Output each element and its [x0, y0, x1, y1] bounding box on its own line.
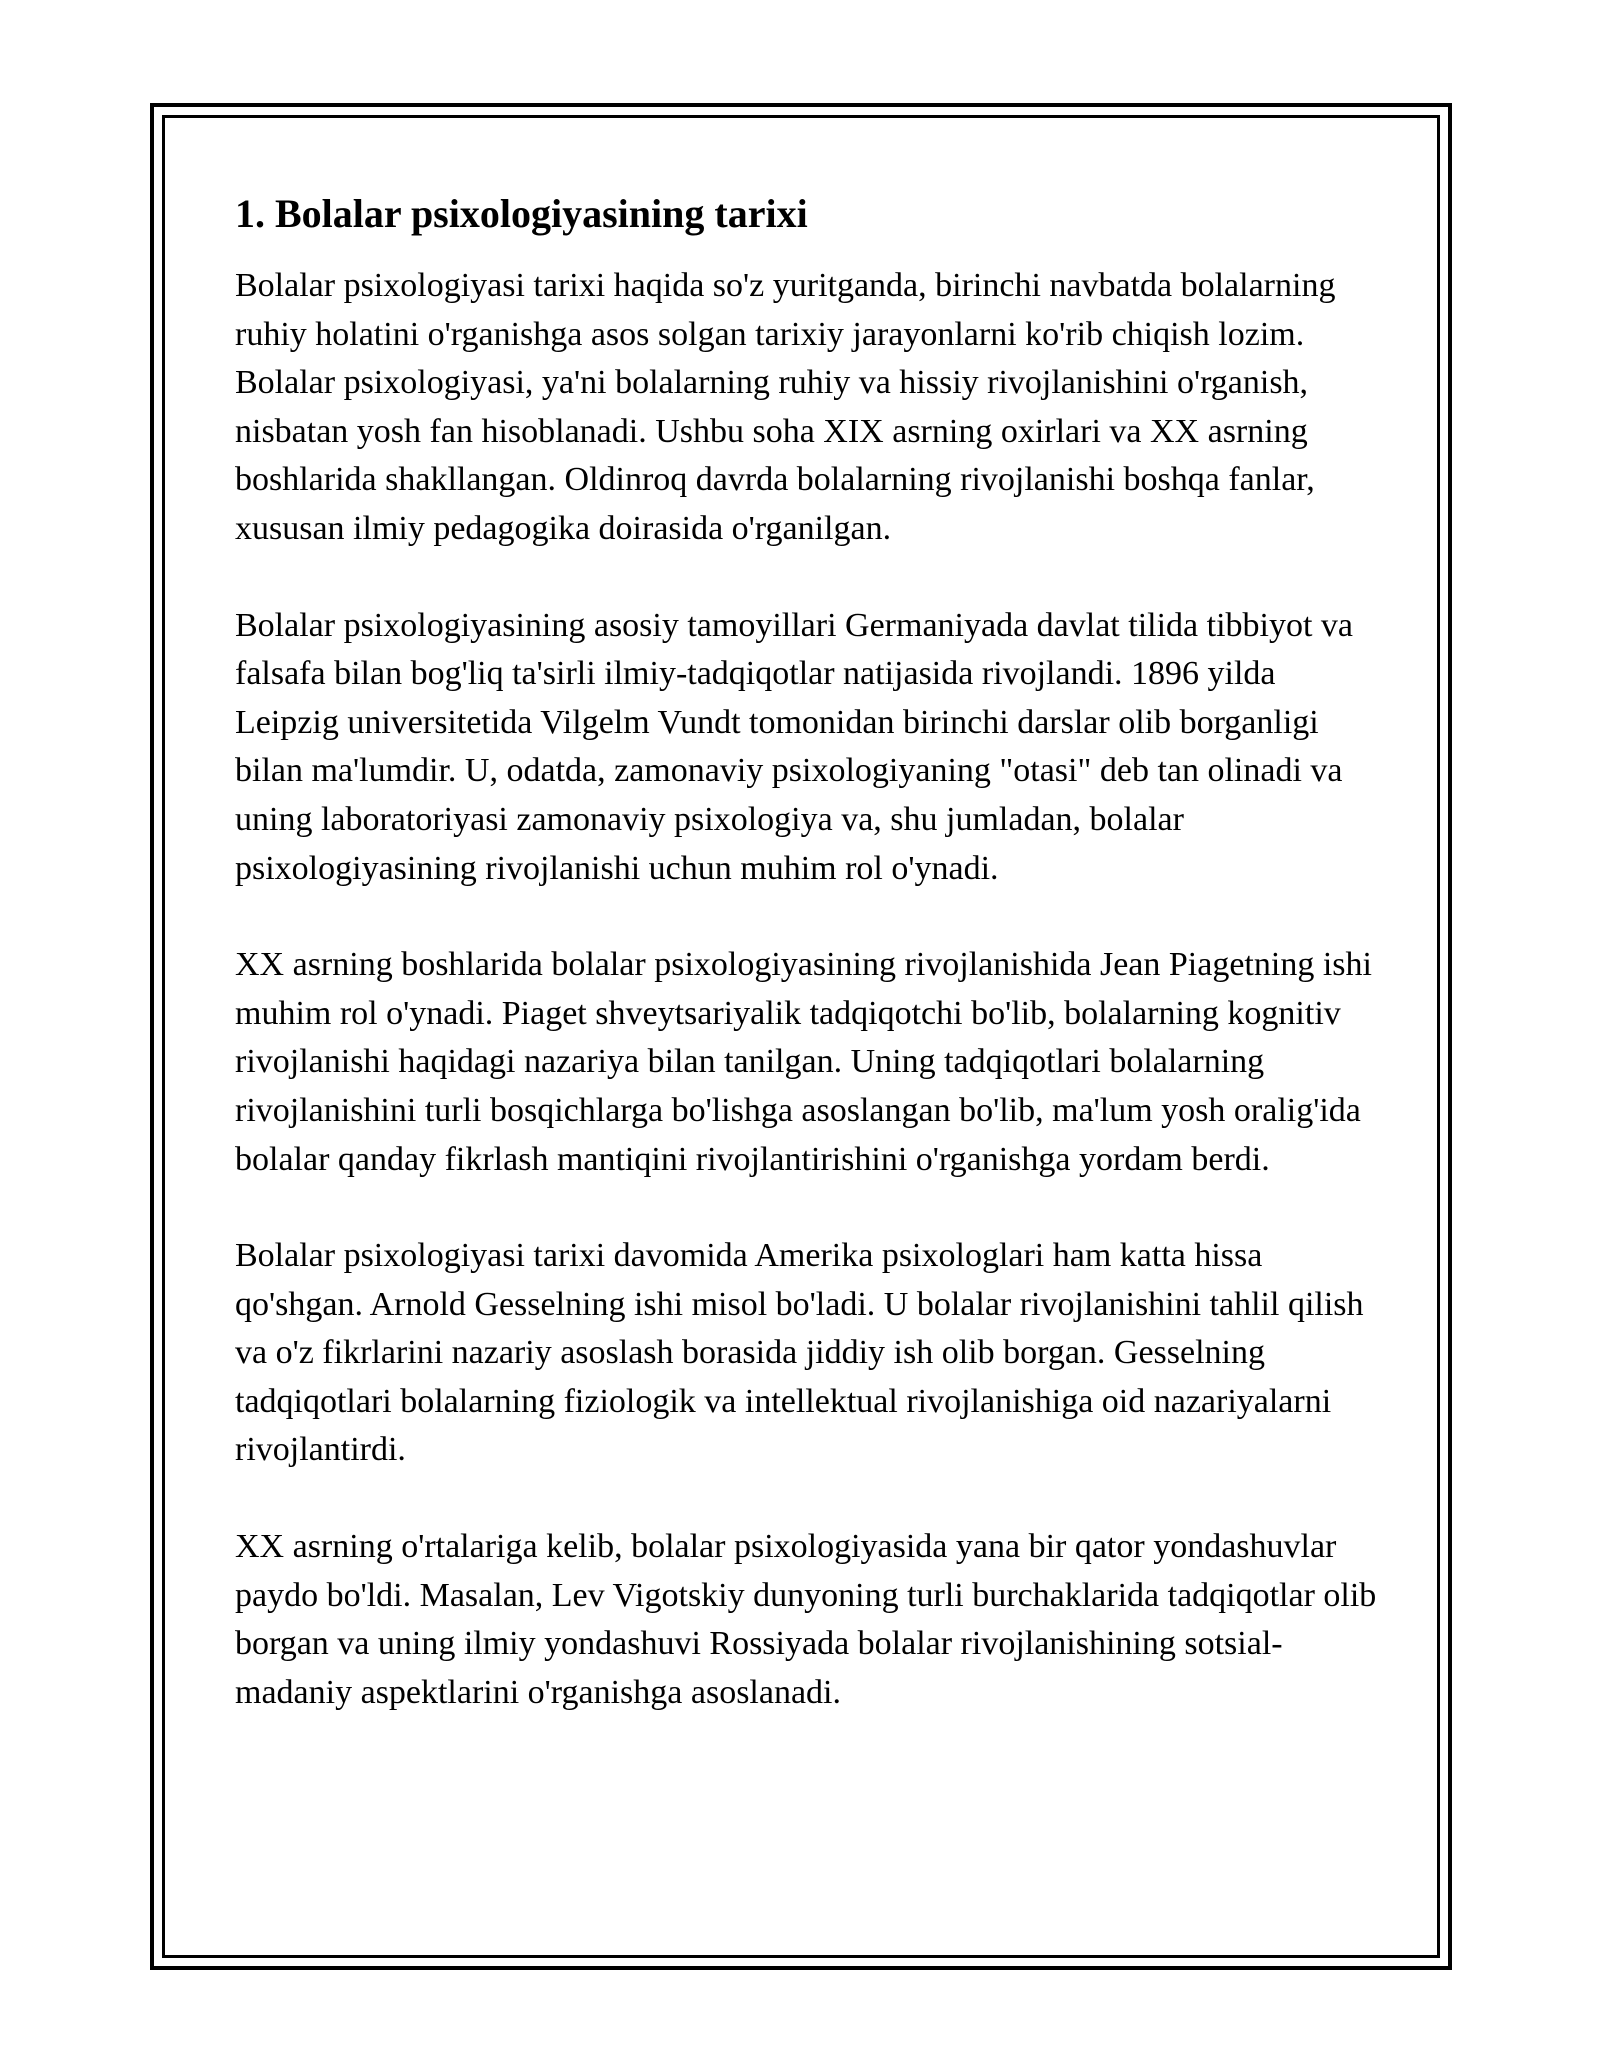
section-heading: 1. Bolalar psixologiyasining tarixi [235, 191, 808, 236]
paragraph-5: XX asrning o'rtalariga kelib, bolalar psixologiyasida yana bir qator yondashuvlar paydo bo'ldi. Masalan, Lev Vigotskiy dunyoning turli burchaklarida tadqiqotlar olib borgan va uning ilmiy yondashuvi Rossiyada bolalar rivojlanishining sotsial-madaniy aspektlarini o'rganishga asoslanadi. [235, 1528, 1377, 1711]
document-body [235, 186, 1385, 1765]
paragraph-4: Bolalar psixologiyasi tarixi davomida Amerika psixologlari ham katta hissa qo'shgan. Arnold Gesselning ishi misol bo'ladi. U bolalar rivojlanishini tahlil qilish va o'z fikrlarini nazariy asoslash borasida jiddiy ish olib borgan. Gesselning tadqiqotlari bolalarning fiziologik va intellektual rivojlanishiga oid nazariyalarni rivojlantirdi. [235, 1237, 1364, 1469]
paragraph-2: Bolalar psixologiyasining asosiy tamoyillari Germaniyada davlat tilida tibbiyot va falsafa bilan bog'liq ta'sirli ilmiy-tadqiqotlar natijasida rivojlandi. 1896 yilda Leipzig universitetida Vilgelm Vundt tomonidan birinchi darslar olib borganligi bilan ma'lumdir. U, odatda, zamonaviy psixologiyaning "otasi" deb tan olinadi va uning laboratoriyasi zamonaviy psixologiya va, shu jumladan, bolalar psixologiyasining rivojlanishi uchun muhim rol o'ynadi. [235, 606, 1353, 887]
paragraph-3: XX asrning boshlarida bolalar psixologiyasining rivojlanishida Jean Piagetning ishi muhim rol o'ynadi. Piaget shveytsariyalik tadqiqotchi bo'lib, bolalarning kognitiv rivojlanishi haqidagi nazariya bilan tanilgan. Uning tadqiqotlari bolalarning rivojlanishini turli bosqichlarga bo'lishga asoslangan bo'lib, ma'lum yosh oralig'ida bolalar qanday fikrlash mantiqini rivojlantirishini o'rganishga yordam berdi. [235, 946, 1372, 1178]
paragraph-1: Bolalar psixologiyasi tarixi haqida so'z yuritganda, birinchi navbatda bolalarning ruhiy holatini o'rganishga asos solgan tarixiy jarayonlarni ko'rib chiqish lozim. Bolalar psixologiyasi, ya'ni bolalarning ruhiy va hissiy rivojlanishini o'rganish, nisbatan yosh fan hisoblanadi. Ushbu soha XIX asrning oxirlari va XX asrning boshlarida shakllangan. Oldinroq davrda bolalarning rivojlanishi boshqa fanlar, xususan ilmiy pedagogika doirasida o'rganilgan. [235, 267, 1336, 547]
